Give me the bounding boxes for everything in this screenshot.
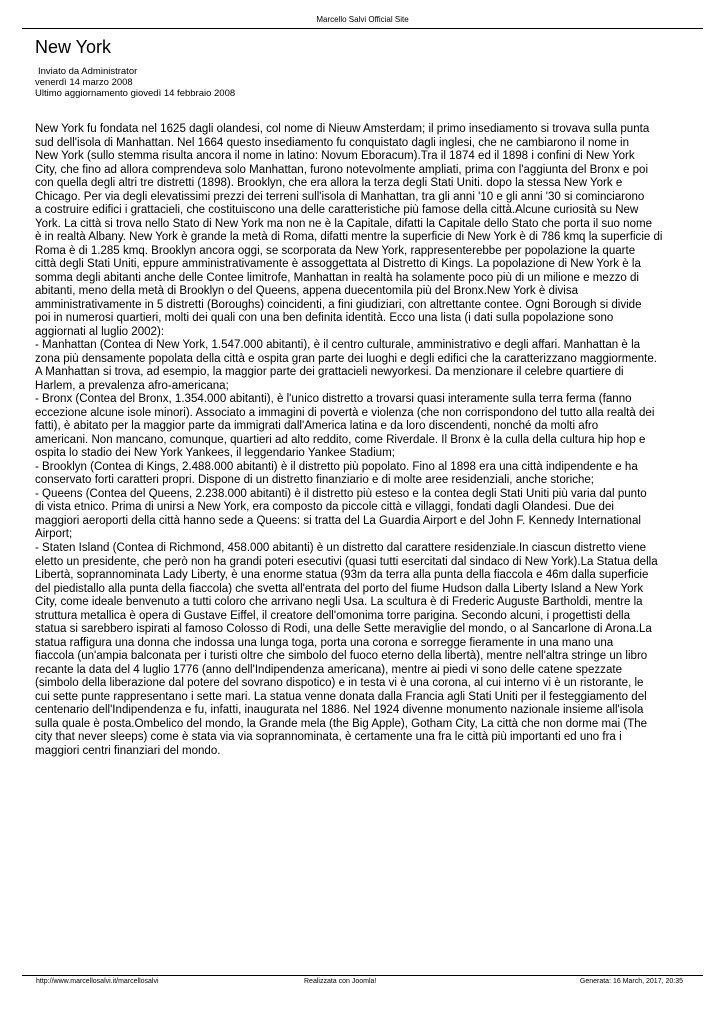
footer-made-with: Realizzata con Joomla!	[304, 978, 377, 985]
footer-generated: Generata: 16 March, 2017, 20:35	[579, 978, 683, 985]
article-text: New York fu fondata nel 1625 dagli olandesi, col nome di Nieuw Amsterdam; il primo insediamento si trovava sulla punta sud dell'isola di Manhattan. Nel 1664 questo insediamento fu conquistato dagli inglesi, che ne cambiarono il nome in New York (sullo stemma risulta ancora il nome in latino: Novum Eboracum).Tra il 1874 ed il 1898 i confini di New York City, che fino ad allora comprendeva solo Manhattan, furono notevolmente ampliati, prima con l'aggiunta del Bronx e poi con quella degli altri tre distretti (1898). Brooklyn, che era allora la terza degli Stati Uniti. dopo la stessa New York e Chicago. Per via degli elevatissimi prezzi dei terreni sull'isola di Manhattan, tra gli anni '10 e gli anni '30 si cominciarono a costruire edifici i grattacieli, che costituiscono una delle caratteristiche più famose della città.Alcune curiosità su New York. La città si trova nello Stato di New York ma non ne è la Capitale, difatti la Capitale dello Stato che porta il suo nome è in realtà Albany. New York è grande la metà di Roma, difatti mentre la superficie di New York è di 786 kmq la superficie di Roma è di 1.285 kmq. Brooklyn ancora oggi, se scorporata da New York, rappresenterebbe per popolazione la quarte città degli Stati Uniti, eppure amministrativamente è assoggettata al Distretto di Kings. La popolazione di New York è la somma degli abitanti anche delle Contee limitrofe, Manhattan in realtà ha solamente poco più di un milione e mezzo di abitanti, meno della metà di Brooklyn o del Queens, appena duecentomila più del Bronx.New York è divisa amministrativamente in 5 distretti (Boroughs) coincidenti, a fini giudiziari, con altrettante contee. Ogni Borough si divide poi in numerosi quartieri, molti dei quali con una ben definita identità. Ecco una lista (i dati sulla popolazione sono aggiornati al luglio 2002): - Manhattan (Contea di New York, 1.547.000 abitanti), è il centro culturale, amministrativo e degli affari. Manhattan è la zona più densamente popolata della città e ospita gran parte dei luoghi e degli edifici che la caratterizzano maggiormente. A Manhattan si trova, ad esempio, la maggior parte dei grattacieli newyorkesi. Da menzionare il celebre quartiere di Harlem, a prevalenza afro-americana; - Bronx (Contea del Bronx, 1.354.000 abitanti), è l'unico distretto a trovarsi quasi interamente sulla terra ferma (fanno eccezione alcune isole minori). Associato a immagini di povertà e violenza (che non corrispondono del tutto alla realtà dei fatti), è abitato per la maggior parte da immigrati dall'America latina e da loro discendenti, nonché da molti afro americani. Non mancano, comunque, quartieri ad alto reddito, come Riverdale. Il Bronx è la culla della cultura hip hop e ospita lo stadio dei New York Yankees, il leggendario Yankee Stadium; - Brooklyn (Contea di Kings, 2.488.000 abitanti) è il distretto più popolato. Fino al 1898 era una città indipendente e ha conservato forti caratteri propri. Dispone di un distretto finanziario e di molte aree residenziali, anche storiche; - Queens (Contea del Queens, 2.238.000 abitanti) è il distretto più esteso e la contea degli Stati Uniti più varia dal punto di vista etnico. Prima di unirsi a New York, era composto da piccole città e villaggi, fondati dagli Olandesi. Due dei maggiori aeroporti della città hanno sede a Queens: si tratta del La Guardia Airport e del John F. Kennedy International Airport; - Staten Island (Contea di Richmond, 458.000 abitanti) è un distretto dal carattere residenziale.In ciascun distretto viene eletto un presidente, che però non ha grandi poteri esecutivi (quasi tutti esercitati dal sindaco di New York).La Statua della Libertà, soprannominata Lady Liberty, è una enorme statua (93m da terra alla punta della fiaccola e 46m dalla superficie del piedistallo alla punta della fiaccola) che svetta all'entrata del porto del fiume Hudson dalla Liberty Island a New York City, come ideale benvenuto a tutti coloro che arrivano negli Usa. La scultura è di Frederic Auguste Bartholdi, mentre la struttura metallica è opera di Gustave Eiffel, il creatore dell'omonima torre parigina. Secondo alcuni, i progettisti della statua si sarebbero ispirati al famoso Colosso di Rodi, una delle Sette meraviglie del mondo, o al Sancarlone di Arona.La statua raffigura una donna che indossa una lunga toga, porta una corona e sorregge fieramente in una mano una fiaccola (un'ampia balconata per i turisti oltre che simbolo del fuoco eterno della libertà), mentre nell'altra stringe un libro recante la data del 4 luglio 1776 (anno dell'Indipendenza americana), mentre ai piedi vi sono delle catene spezzate (simbolo della liberazione dal potere del sovrano dispotico) e in testa vi è una corona, al cui interno vi è un ristorante, le cui sette punte rappresentano i sette mari. La statua venne donata dalla Francia agli Stati Uniti per il festeggiamento del centenario dell'Indipendenza e fu, infatti, inaugurata nel 1886. Nel 1924 divenne monumento nazionale insieme all'isola sulla quale è posta.Ombelico del mondo, la Grande mela (the Big Apple), Gotham City, La città che non dorme mai (The city that never sleeps) come è stata via via soprannominata, è certamente una fra le città più importanti ed uno fra i maggiori centri finanziari del mondo.	[35, 123, 663, 757]
footer-url: http://www.marcellosalvi.it/marcellosalvi	[36, 978, 159, 985]
publish-date: venerdì 14 marzo 2008	[35, 77, 133, 88]
footer-divider	[22, 975, 703, 976]
site-header: Marcello Salvi Official Site	[316, 15, 409, 24]
author-line: Inviato da Administrator	[38, 66, 138, 77]
last-updated: Ultimo aggiornamento giovedì 14 febbraio 2008	[35, 88, 236, 99]
article-meta	[35, 66, 235, 99]
header-divider	[22, 28, 703, 29]
article-body	[35, 123, 705, 758]
page-title: New York	[35, 37, 112, 57]
